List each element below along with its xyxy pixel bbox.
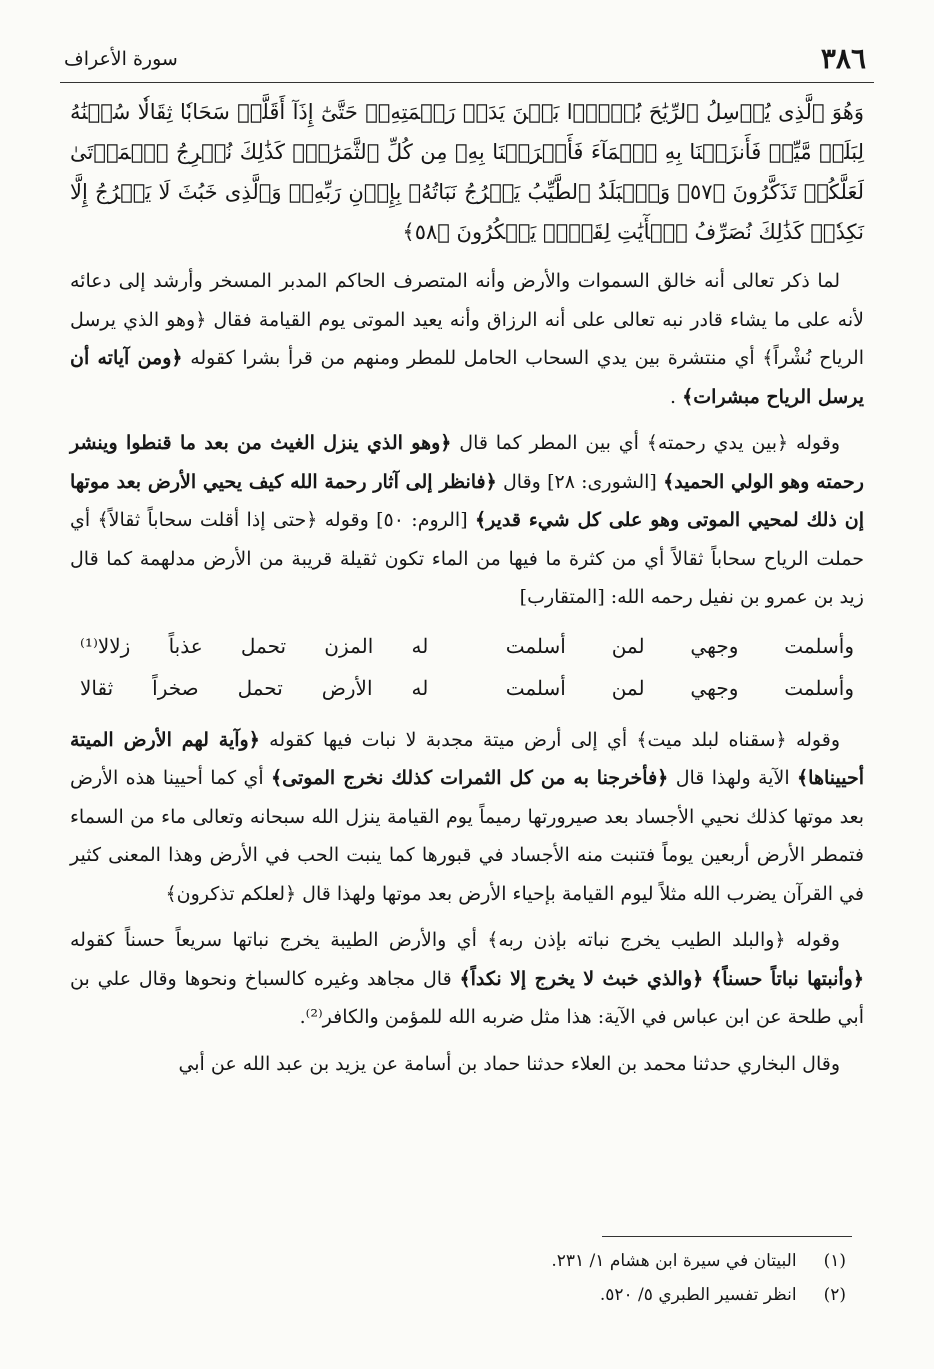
- paragraph-1-quote: ﴿ومن آياته أن يرسل الرياح مبشرات﴾: [70, 347, 864, 408]
- paragraph-4-text-b: أي والأرض الطيبة يخرج نباتها سريعاً حسناً كقوله: [70, 929, 477, 951]
- paragraph-2-quote-a: ﴿وهو الذي ينزل الغيث من بعد ما قنطوا وينشر رحمته وهو الولي الحميد﴾: [70, 432, 864, 493]
- surah-title: سورة الأعراف: [64, 48, 178, 70]
- footnote-2: [60, 1278, 846, 1312]
- paragraph-4-quote-c: ﴿والذي خبث لا يخرج إلا نكداً﴾: [459, 967, 704, 990]
- paragraph-3-text-b: الآية ولهذا قال: [675, 767, 790, 789]
- paragraph-1-end: .: [670, 385, 677, 408]
- paragraph-4-text-a: وقوله: [795, 929, 840, 951]
- paragraph-3-text-a: وقوله ﴿سقناه لبلد ميت﴾ أي إلى أرض ميتة مجدبة لا نبات فيها كقوله: [269, 728, 840, 751]
- paragraph-3-quote-a: ﴿وآية لهم الأرض الميتة أحييناها﴾: [70, 728, 864, 789]
- paragraph-2-quote-b: ﴿فانظر إلى آثار رحمة الله كيف يحيي الأرض بعد موتها إن ذلك لمحيي الموتى وهو على كل شيء قدير﴾: [70, 470, 865, 531]
- paragraph-1: [70, 262, 864, 416]
- paragraph-4-quote-a: ﴿والبلد الطيب يخرج نباته بإذن ربه﴾: [487, 929, 786, 951]
- verse-1-second-hemistich: له المزن تحمل عذباً زلالا⁽¹⁾: [80, 633, 429, 658]
- poetry-verse-2: [70, 667, 864, 709]
- verse-1-first-hemistich: وأسلمت وجهي لمن أسلمت: [505, 633, 854, 658]
- poetry-block: [70, 625, 864, 709]
- paragraph-3-quote-b: ﴿فأخرجنا به من كل الثمرات كذلك نخرج الموتى﴾: [271, 767, 669, 789]
- header-divider: [60, 82, 874, 83]
- paragraph-2-text-a: وقوله ﴿بين يدي رحمته﴾ أي بين المطر كما قال: [459, 432, 840, 454]
- footnote-divider: [602, 1236, 852, 1237]
- footnote-1-text: البيتان في سيرة ابن هشام ١/ ٢٣١.: [551, 1251, 797, 1271]
- poetry-verse-1: [70, 625, 864, 667]
- page-number: ٣٨٦: [820, 42, 866, 75]
- paragraph-4: [70, 921, 864, 1037]
- footnote-2-text: انظر تفسير الطبري ٥/ ٥٢٠.: [599, 1285, 797, 1305]
- page-header: [60, 40, 874, 80]
- footnotes: [60, 1244, 846, 1312]
- paragraph-3: [70, 721, 864, 914]
- paragraph-3-quote-c: ﴿لعلكم تذكرون﴾: [165, 882, 297, 905]
- footnote-1-number: (١): [823, 1251, 846, 1271]
- paragraph-1-text: لما ذكر تعالى أنه خالق السموات والأرض وأنه المتصرف الحاكم المدبر المسخر وأرشد إلى دعائه لأنه على ما يشاء قادر نبه تعالى على أنه الرزاق وأنه يعيد الموتى يوم القيامة فقال ﴿وهو الذي يرسل الرياح نُشْراً﴾ أي منتشرة بين يدي السحاب الحامل للمطر ومنهم من قرأ بشرا كقوله: [70, 270, 864, 369]
- verse-2-second-hemistich: له الأرض تحمل صخراً ثقالا: [80, 675, 429, 700]
- footnote-2-number: (٢): [823, 1285, 846, 1305]
- paragraph-2-text-c: [الروم: ٥٠] وقوله ﴿حتى إذا أقلت سحاباً ثقالاً﴾ أي حملت الرياح سحاباً ثقالاً أي من كثرة ما فيها من الماء تكون ثقيلة قريبة من الأرض مدلهمة كما قال زيد بن عمرو بن نفيل رحمه الله: [المتقارب]: [70, 509, 864, 608]
- verse-2-first-hemistich: وأسلمت وجهي لمن أسلمت: [505, 675, 854, 700]
- paragraph-2-text-b: [الشورى: ٢٨] وقال: [502, 470, 657, 493]
- paragraph-2: [70, 424, 864, 617]
- paragraph-5: وقال البخاري حدثنا محمد بن العلاء حدثنا حماد بن أسامة عن يزيد بن عبد الله عن أبي: [178, 1052, 840, 1075]
- footnote-1: [60, 1244, 846, 1278]
- main-content: [70, 92, 864, 1091]
- paragraph-4-quote-b: ﴿وأنبتها نباتاً حسناً﴾: [711, 967, 864, 990]
- paragraph-4-text-c: قال مجاهد وغيره كالسباخ ونحوها وقال علي بن أبي طلحة عن ابن عباس في الآية: هذا مثل ضربه الله للمؤمن والكافر⁽²⁾.: [70, 967, 864, 1028]
- paragraph-3-text-c: أي كما أحيينا هذه الأرض بعد موتها كذلك نحيي الأجساد بعد صيرورتها رميماً يوم القيامة ينزل الله سبحانه وتعالى ماء من السماء فتمطر الأرض أربعين يوماً فتنبت منه الأجساد في قبورها كما ينبت الحب في الأرض وهذا المعنى كثير في القرآن يضرب الله مثلاً ليوم القيامة بإحياء الأرض بعد موتها ولهذا قال: [70, 767, 864, 905]
- quran-verses: وَهُوَ ٱلَّذِى يُرۡسِلُ ٱلرِّيَٰحَ بُشۡرَۢا بَيۡنَ يَدَىۡ رَحۡمَتِهِۦۖ حَتَّىٰٓ إِذَآ أَقَلَّتۡ سَحَابٗا ثِقَالٗا سُقۡنَٰهُ لِبَلَدٖ مَّيِّتٖ فَأَنزَلۡنَا بِهِ ٱلۡمَآءَ فَأَخۡرَجۡنَا بِهِۦ مِن كُلِّ ٱلثَّمَرَٰتِۚ كَذَٰلِكَ نُخۡرِجُ ٱلۡمَوۡتَىٰ لَعَلَّكُمۡ تَذَكَّرُونَ ﴿٥٧﴾ وَٱلۡبَلَدُ ٱلطَّيِّبُ يَخۡرُجُ نَبَاتُهُۥ بِإِذۡنِ رَبِّهِۦۖ وَٱلَّذِى خَبُثَ لَا يَخۡرُجُ إِلَّا نَكِدٗاۚ كَذَٰلِكَ نُصَرِّفُ ٱلۡأٓيَٰتِ لِقَوۡمٖ يَشۡكُرُونَ ﴿٥٨﴾: [70, 100, 864, 244]
